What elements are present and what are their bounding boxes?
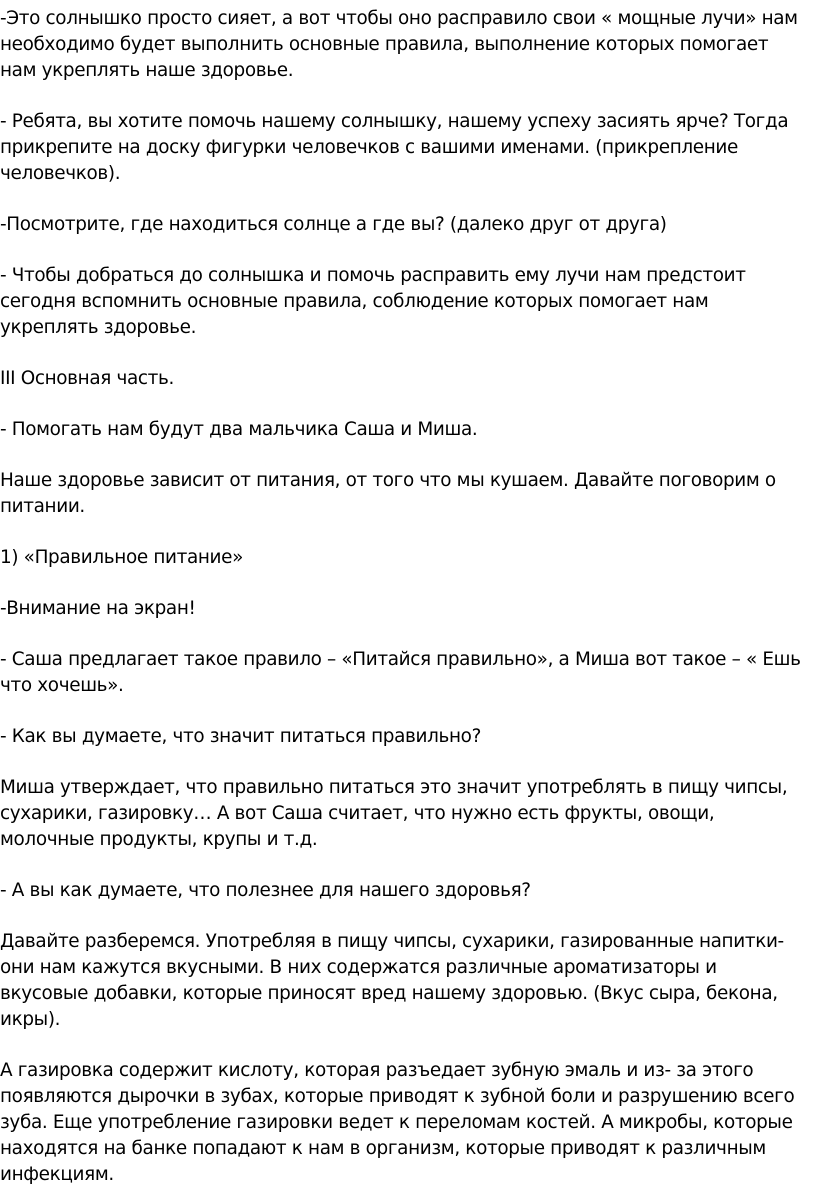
paragraph-2: - Ребята, вы хотите помочь нашему солнышку, нашему успеху засиять ярче? Тогда прикрепите на доску фигурки человечков с вашими именами. (прикрепление человечков).: [0, 111, 789, 184]
paragraph-1: -Это солнышко просто сияет, а вот чтобы оно расправило свои « мощные лучи» нам необходимо будет выполнить основные правила, выполнение которых помогает нам укреплять наше здоровье.: [0, 8, 798, 81]
paragraph-12: Миша утверждает, что правильно питаться это значит употреблять в пищу чипсы, сухарики, газировку… А вот Саша считает, что нужно есть фрукты, овощи, молочные продукты, крупы и т.д.: [0, 777, 788, 850]
paragraph-4: - Чтобы добраться до солнышка и помочь расправить ему лучи нам предстоит сегодня вспомнить основные правила, соблюдение которых помогает нам укреплять здоровье.: [0, 265, 746, 338]
paragraph-13: - А вы как думаете, что полезнее для нашего здоровья?: [0, 880, 531, 901]
paragraph-6: - Помогать нам будут два мальчика Саша и Миша.: [0, 419, 478, 440]
paragraph-14: Давайте разберемся. Употребляя в пищу чипсы, сухарики, газированные напитки- они нам кажутся вкусными. В них содержатся различные ароматизаторы и вкусовые добавки, которые приносят вред нашему здоровью. (Вкус сыра, бекона, икры).: [0, 931, 784, 1030]
section-heading: III Основная часть.: [0, 368, 175, 389]
paragraph-10: - Саша предлагает такое правило – «Питайся правильно», а Миша вот такое – « Ешь что хочешь».: [0, 649, 801, 696]
paragraph-15: А газировка содержит кислоту, которая разъедает зубную эмаль и из- за этого появляются дырочки в зубах, которые приводят к зубной боли и разрушению всего зуба. Еще употребление газировки ведет к переломам костей. А микробы, которые находятся на банке попадают к нам в организм, которые приводят к различным инфекциям.: [0, 1060, 795, 1185]
paragraph-11: - Как вы думаете, что значит питаться правильно?: [0, 726, 481, 747]
paragraph-9: -Внимание на экран!: [0, 598, 196, 619]
paragraph-7: Наше здоровье зависит от питания, от того что мы кушаем. Давайте поговорим о питании.: [0, 470, 776, 517]
subsection-heading: 1) «Правильное питание»: [0, 547, 244, 568]
paragraph-3: -Посмотрите, где находиться солнце а где вы? (далеко друг от друга): [0, 214, 667, 235]
